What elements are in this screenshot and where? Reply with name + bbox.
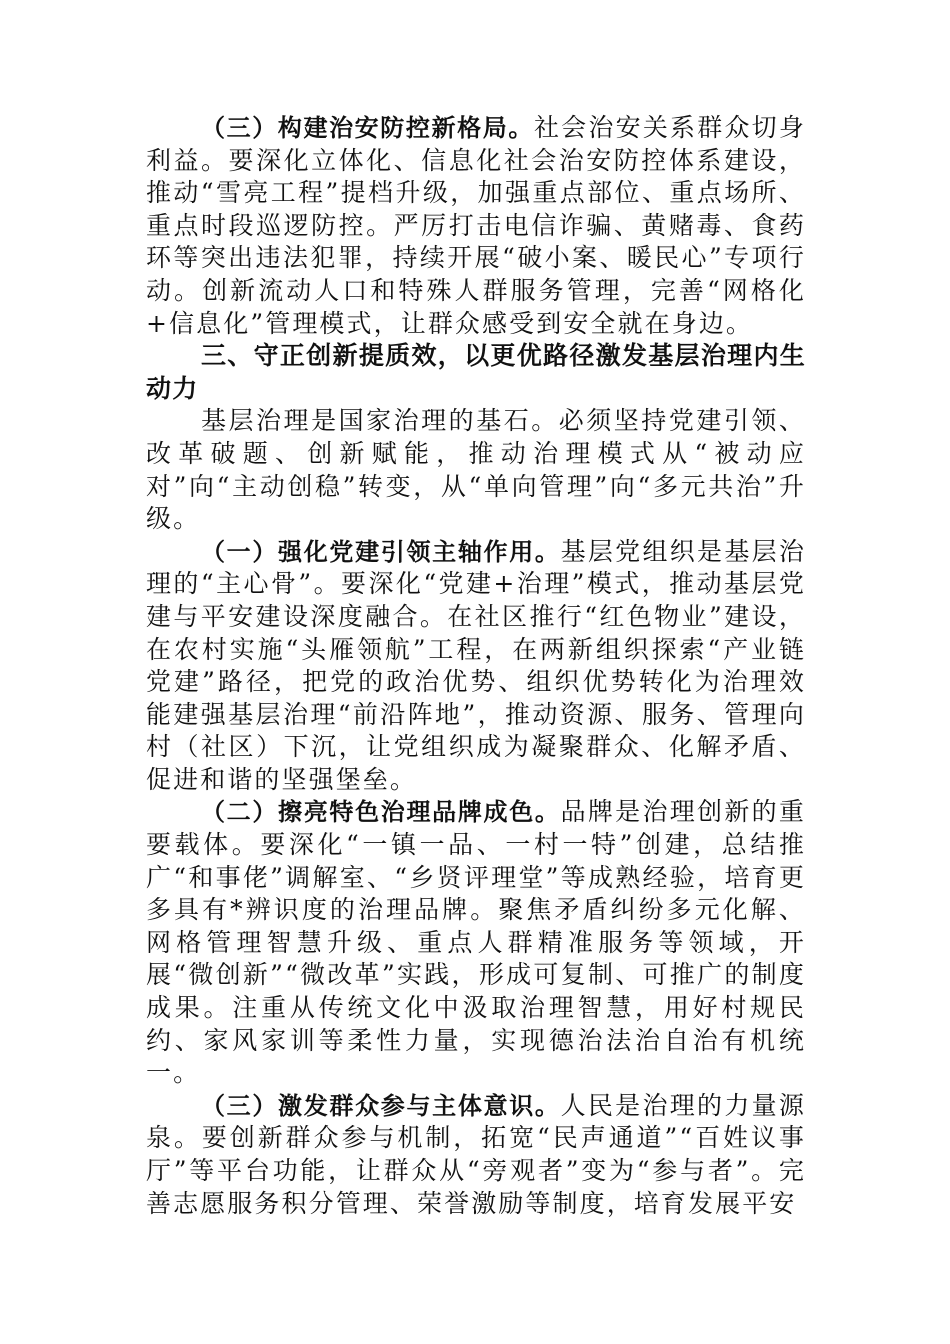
paragraph-lead: （一）强化党建引领主轴作用。 (201, 537, 561, 566)
paragraph-text: 品牌是治理创新的重要载体。要深化“一镇一品、一村一特”创建，总结推广“和事佬”调解室、“乡贤评理堂”等成熟经验，培育更多具有*辨识度的治理品牌。聚焦矛盾纠纷多元化解、网格管理智慧升级、重点人群精准服务等领域，开展“微创新”“微改革”实践，形成可复制、可推广的制度成果。注重从传统文化中汲取治理智慧，用好村规民约、家风家训等柔性力量，实现德治法治自治有机统一。 (146, 797, 806, 1088)
paragraph-public-security (146, 112, 806, 340)
paragraph-text: 人民是治理的力量源泉。要创新群众参与机制，拓宽“民声通道”“百姓议事厅”等平台功能，让群众从“旁观者”变为“参与者”。完善志愿服务积分管理、荣誉激励等制度，培育发展平安 (146, 1090, 806, 1218)
paragraph-text: 基层党组织是基层治理的“主心骨”。要深化“党建+治理”模式，推动基层党建与平安建设深度融合。在社区推行“红色物业”建设，在农村实施“头雁领航”工程，在两新组织探索“产业链党建”路径，把党的政治优势、组织优势转化为治理效能建强基层治理“前沿阵地”，推动资源、服务、管理向村（社区）下沉，让党组织成为凝聚群众、化解矛盾、促进和谐的坚强堡垒。 (146, 536, 806, 794)
paragraph-party-leadership (146, 536, 806, 797)
paragraph-lead: （二）擦亮特色治理品牌成色。 (201, 798, 561, 827)
paragraph-lead: （三）构建治安防控新格局。 (201, 114, 534, 142)
paragraph-section-intro: 基层治理是国家治理的基石。必须坚持党建引领、改革破题、创新赋能，推动治理模式从“被动应对”向“主动创稳”转变，从“单向管理”向“多元共治”升级。 (146, 406, 806, 534)
paragraph-text: 社会治安关系群众切身利益。要深化立体化、信息化社会治安防控体系建设，推动“雪亮工程”提档升级，加强重点部位、重点场所、重点时段巡逻防控。严厉打击电信诈骗、黄赌毒、食药环等突出违法犯罪，持续开展“破小案、暖民心”专项行动。创新流动人口和特殊人群服务管理，完善“网格化+信息化”管理模式，让群众感受到安全就在身边。 (146, 113, 806, 338)
document-page (146, 112, 806, 1220)
section-heading-three: 三、守正创新提质效，以更优路径激发基层治理内生动力 (146, 341, 806, 403)
paragraph-governance-brand (146, 796, 806, 1089)
paragraph-public-participation (146, 1090, 806, 1220)
paragraph-lead: （三）激发群众参与主体意识。 (201, 1091, 561, 1120)
